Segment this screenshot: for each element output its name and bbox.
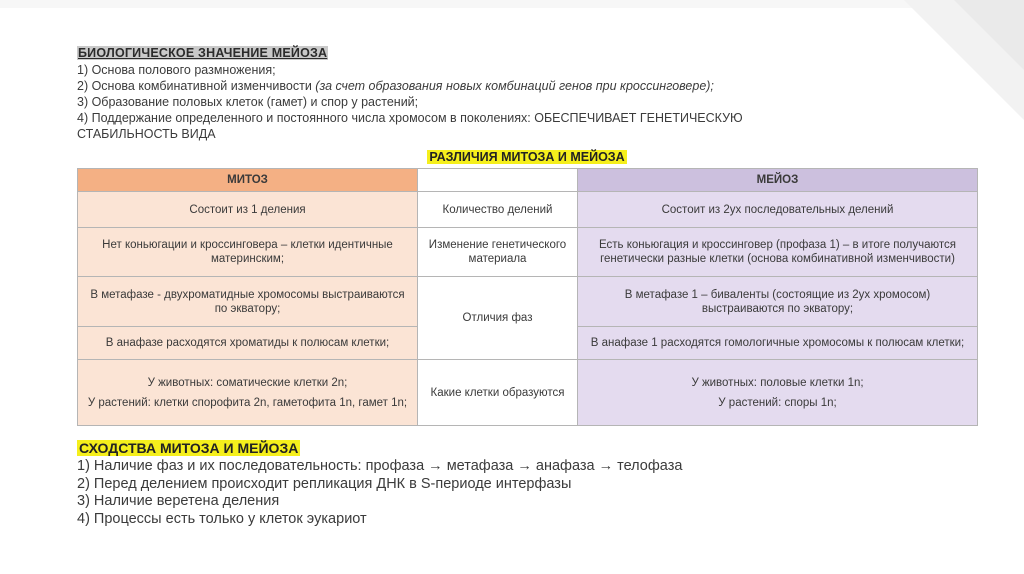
row-metaphase: [78, 277, 978, 327]
criterion-divisions: Количество делений: [418, 192, 578, 228]
header-middle: [418, 169, 578, 192]
bio-item-4: 4) Поддержание определенного и постоянного числа хромосом в поколениях: ОБЕСПЕЧИВАЕТ ГЕНЕТИЧЕСКУЮ: [77, 111, 743, 125]
similarity-item-2: 2) Перед делением происходит репликация ДНК в S-периоде интерфазы: [77, 475, 572, 492]
mitosis-genetic: Нет коньюгации и кроссинговера – клетки идентичные материнским;: [78, 228, 418, 277]
similarities-title: [77, 440, 977, 458]
meiosis-cells-animals: У животных: половые клетки 1n;: [691, 376, 864, 389]
mitosis-cells-animals: У животных: соматические клетки 2n;: [147, 376, 348, 389]
meiosis-metaphase: В метафазе 1 – биваленты (состоящие из 2ух хромосом) выстраиваются по экватору;: [578, 277, 978, 327]
header-mitosis: МИТОЗ: [78, 169, 418, 192]
meiosis-cells-plants: У растений: споры 1n;: [718, 396, 837, 409]
bio-item-1: 1) Основа полового размножения;: [77, 63, 276, 77]
similarity-item-4: 4) Процессы есть только у клеток эукариот: [77, 510, 367, 527]
similarities-list: [77, 458, 977, 528]
bio-item-2-note: (за счет образования новых комбинаций генов при кроссинговере);: [315, 79, 714, 93]
row-genetic: [78, 228, 978, 277]
mitosis-divisions: Состоит из 1 деления: [78, 192, 418, 228]
similarities-title-text: СХОДСТВА МИТОЗА И МЕЙОЗА: [79, 440, 299, 456]
meiosis-anaphase: В анафазе 1 расходятся гомологичные хромосомы к полюсам клетки;: [578, 327, 978, 360]
meiosis-cells: [578, 360, 978, 426]
meiosis-genetic: Есть коньюгация и кроссинговер (профаза 1) – в итоге получаются генетически разные клетки (основа комбинативной изменчивости): [578, 228, 978, 277]
comparison-table: [77, 168, 978, 426]
row-cells: [78, 360, 978, 426]
mitosis-anaphase: В анафазе расходятся хроматиды к полюсам клетки;: [78, 327, 418, 360]
bio-item-3: 3) Образование половых клеток (гамет) и спор у растений;: [77, 95, 419, 109]
mitosis-cells-plants: У растений: клетки спорофита 2n, гаметофита 1n, гамет 1n;: [87, 396, 408, 409]
criterion-phases: Отличия фаз: [418, 277, 578, 360]
table-caption: [77, 148, 977, 166]
criterion-genetic: Изменение генетического материала: [418, 228, 578, 277]
table-caption-text: РАЗЛИЧИЯ МИТОЗА И МЕЙОЗА: [429, 150, 625, 164]
top-bar: [0, 0, 1024, 8]
header-meiosis: МЕЙОЗ: [578, 169, 978, 192]
slide-content: [77, 44, 977, 528]
table-header-row: [78, 169, 978, 192]
bio-significance-title: БИОЛОГИЧЕСКОЕ ЗНАЧЕНИЕ МЕЙОЗА: [78, 46, 328, 60]
bio-significance-section: [77, 44, 977, 142]
meiosis-divisions: Состоит из 2ух последовательных делений: [578, 192, 978, 228]
mitosis-metaphase: В метафазе - двухроматидные хромосомы выстраиваются по экватору;: [78, 277, 418, 327]
criterion-cells: Какие клетки образуются: [418, 360, 578, 426]
similarity-item-1: 1) Наличие фаз и их последовательность: профаза → метафаза → анафаза → телофаза: [77, 458, 683, 474]
similarity-item-3: 3) Наличие веретена деления: [77, 493, 280, 509]
mitosis-cells: [78, 360, 418, 426]
row-divisions: [78, 192, 978, 228]
bio-item-2: 2) Основа комбинативной изменчивости (за счет образования новых комбинаций генов при кроссинговере);: [77, 79, 714, 93]
bio-item-4-cont: СТАБИЛЬНОСТЬ ВИДА: [77, 127, 216, 141]
